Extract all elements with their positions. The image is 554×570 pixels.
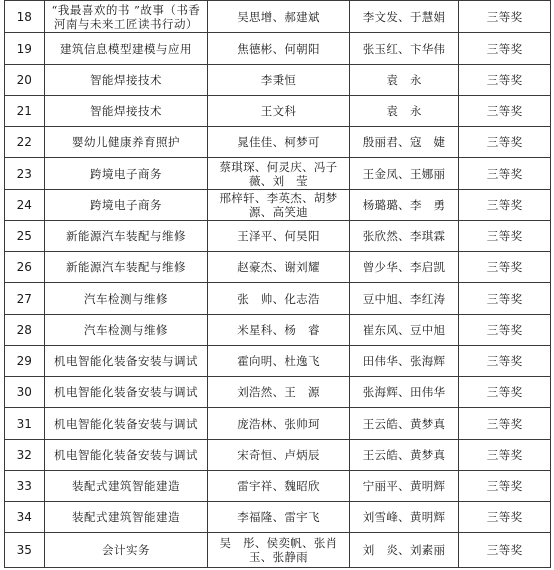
row-number: 35 [5, 533, 45, 568]
table-row [5, 1, 551, 33]
project-name: 新能源汽车装配与维修 [44, 252, 208, 283]
row-number: 28 [5, 315, 45, 346]
project-name: “我最喜欢的书 ”故事（书香河南与未来工匠读书行动） [44, 1, 208, 33]
student-names: 王泽平、何昊阳 [208, 221, 349, 252]
awards-table-body [5, 1, 551, 568]
award-level: 三等奖 [459, 190, 551, 221]
project-name: 智能焊接技术 [44, 96, 208, 127]
row-number: 33 [5, 471, 45, 502]
teacher-names: 杨璐璐、李 勇 [349, 190, 459, 221]
student-names: 霍向明、杜逸飞 [208, 346, 349, 377]
award-level: 三等奖 [459, 533, 551, 568]
teacher-names: 袁 永 [349, 65, 459, 96]
award-level: 三等奖 [459, 65, 551, 96]
table-row [5, 471, 551, 502]
row-number: 20 [5, 65, 45, 96]
student-names: 吴思增、郝建斌 [208, 1, 349, 33]
student-names: 邢梓轩、李英杰、胡梦源、高笑迪 [208, 190, 349, 221]
award-level: 三等奖 [459, 96, 551, 127]
project-name: 婴幼儿健康养育照护 [44, 127, 208, 158]
table-row [5, 96, 551, 127]
award-level: 三等奖 [459, 127, 551, 158]
row-number: 29 [5, 346, 45, 377]
row-number: 18 [5, 1, 45, 33]
row-number: 23 [5, 158, 45, 190]
project-name: 智能焊接技术 [44, 65, 208, 96]
row-number: 31 [5, 408, 45, 440]
project-name: 会计实务 [44, 533, 208, 568]
awards-table [4, 0, 551, 568]
teacher-names: 王云皓、黄梦真 [349, 408, 459, 440]
student-names: 吴 彤、侯奕帆、张肖玉、张静雨 [208, 533, 349, 568]
teacher-names: 袁 永 [349, 96, 459, 127]
teacher-names: 宁丽平、黄明辉 [349, 471, 459, 502]
teacher-names: 曾少华、李启凯 [349, 252, 459, 283]
student-names: 张 帅、化志浩 [208, 283, 349, 315]
table-row [5, 252, 551, 283]
teacher-names: 张海辉、田伟华 [349, 377, 459, 408]
table-row [5, 158, 551, 190]
teacher-names: 田伟华、张海辉 [349, 346, 459, 377]
table-row [5, 533, 551, 568]
teacher-names: 李文发、于慧娟 [349, 1, 459, 33]
teacher-names: 张欣然、李琪霖 [349, 221, 459, 252]
row-number: 22 [5, 127, 45, 158]
student-names: 庞浩林、张帅珂 [208, 408, 349, 440]
student-names: 王文科 [208, 96, 349, 127]
table-row [5, 408, 551, 440]
teacher-names: 殷丽君、寇 婕 [349, 127, 459, 158]
award-level: 三等奖 [459, 33, 551, 65]
table-row [5, 315, 551, 346]
table-row [5, 346, 551, 377]
row-number: 34 [5, 502, 45, 533]
student-names: 米星科、杨 睿 [208, 315, 349, 346]
teacher-names: 张玉红、卞华伟 [349, 33, 459, 65]
project-name: 汽车检测与维修 [44, 315, 208, 346]
row-number: 27 [5, 283, 45, 315]
row-number: 21 [5, 96, 45, 127]
student-names: 蔡琪琛、何灵庆、冯子薇、刘 莹 [208, 158, 349, 190]
table-row [5, 190, 551, 221]
student-names: 晁佳佳、柯梦可 [208, 127, 349, 158]
project-name: 机电智能化装备安装与调试 [44, 346, 208, 377]
student-names: 李福隆、雷宇飞 [208, 502, 349, 533]
row-number: 19 [5, 33, 45, 65]
award-level: 三等奖 [459, 158, 551, 190]
student-names: 刘浩然、王 源 [208, 377, 349, 408]
project-name: 装配式建筑智能建造 [44, 502, 208, 533]
student-names: 李秉恒 [208, 65, 349, 96]
project-name: 机电智能化装备安装与调试 [44, 408, 208, 440]
teacher-names: 刘雪峰、黄明辉 [349, 502, 459, 533]
award-level: 三等奖 [459, 346, 551, 377]
table-row [5, 33, 551, 65]
table-row [5, 221, 551, 252]
project-name: 新能源汽车装配与维修 [44, 221, 208, 252]
row-number: 26 [5, 252, 45, 283]
project-name: 汽车检测与维修 [44, 283, 208, 315]
table-row [5, 283, 551, 315]
teacher-names: 豆中旭、李红涛 [349, 283, 459, 315]
project-name: 装配式建筑智能建造 [44, 471, 208, 502]
award-level: 三等奖 [459, 221, 551, 252]
award-level: 三等奖 [459, 283, 551, 315]
student-names: 焦德彬、何朝阳 [208, 33, 349, 65]
student-names: 宋奇恒、卢炳辰 [208, 440, 349, 471]
award-level: 三等奖 [459, 440, 551, 471]
table-row [5, 502, 551, 533]
table-row [5, 440, 551, 471]
award-level: 三等奖 [459, 252, 551, 283]
row-number: 24 [5, 190, 45, 221]
student-names: 赵豪杰、谢刘耀 [208, 252, 349, 283]
project-name: 跨境电子商务 [44, 190, 208, 221]
award-level: 三等奖 [459, 408, 551, 440]
row-number: 25 [5, 221, 45, 252]
teacher-names: 王金凤、王娜丽 [349, 158, 459, 190]
student-names: 雷宇祥、魏昭欣 [208, 471, 349, 502]
teacher-names: 王云皓、黄梦真 [349, 440, 459, 471]
awards-table-container [4, 0, 551, 568]
project-name: 机电智能化装备安装与调试 [44, 440, 208, 471]
award-level: 三等奖 [459, 315, 551, 346]
row-number: 30 [5, 377, 45, 408]
table-row [5, 377, 551, 408]
table-row [5, 127, 551, 158]
project-name: 跨境电子商务 [44, 158, 208, 190]
row-number: 32 [5, 440, 45, 471]
teacher-names: 刘 炎、刘素丽 [349, 533, 459, 568]
table-row [5, 65, 551, 96]
award-level: 三等奖 [459, 1, 551, 33]
project-name: 机电智能化装备安装与调试 [44, 377, 208, 408]
teacher-names: 崔东风、豆中旭 [349, 315, 459, 346]
award-level: 三等奖 [459, 502, 551, 533]
project-name: 建筑信息模型建模与应用 [44, 33, 208, 65]
award-level: 三等奖 [459, 377, 551, 408]
award-level: 三等奖 [459, 471, 551, 502]
